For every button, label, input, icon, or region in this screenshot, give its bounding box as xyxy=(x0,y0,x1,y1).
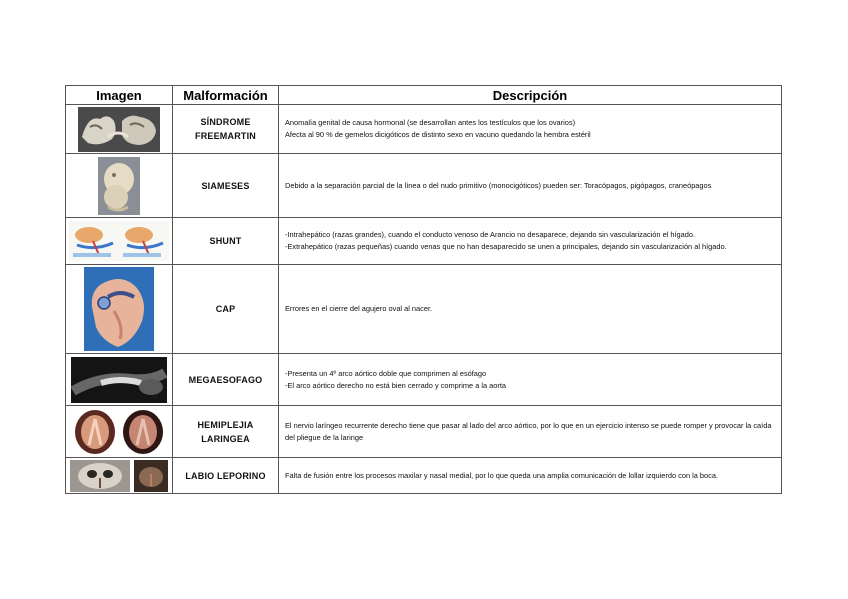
malformation-name-line: SÍNDROME xyxy=(200,117,251,127)
description-line: -Intrahepático (razas grandes), cuando el conducto venoso de Arancio no desaparece, dejando sin vascularización el hígado. xyxy=(285,230,696,239)
image-cell xyxy=(66,354,173,406)
conjoined-fetus-photo-icon xyxy=(98,157,140,215)
description-cell xyxy=(279,105,782,154)
malformation-name xyxy=(173,154,279,218)
malformation-name-line: MEGAESOFAGO xyxy=(188,374,263,385)
malformation-name xyxy=(173,265,279,354)
description-cell xyxy=(279,406,782,458)
image-cell xyxy=(66,406,173,458)
description-line: El nervio laríngeo recurrente derecho tiene que pasar al lado del arco aórtico, por lo que en un ejercicio intenso se puede romper y provocar la caída del pliegue de la laringe xyxy=(285,420,772,442)
description-cell xyxy=(279,458,782,494)
description-line: -Presenta un 4º arco aórtico doble que comprimen al esófago xyxy=(285,368,487,378)
image-cell xyxy=(66,154,173,218)
malformation-name xyxy=(173,218,279,265)
table-row xyxy=(66,265,782,354)
cleft-lip-photo-icon xyxy=(70,460,168,492)
description-line: Anomalía genital de causa hormonal (se desarrollan antes los testículos que los ovarios) xyxy=(285,118,576,127)
malformation-name-line: CAP xyxy=(215,304,236,314)
table-row xyxy=(66,154,782,218)
description-line: -El arco aórtico derecho no está bien cerrado y comprime a la aorta xyxy=(285,380,507,390)
image-cell xyxy=(66,105,173,154)
description-line: Debido a la separación parcial de la línea o del nudo primitivo (monocigóticos) pueden ser: Toracópagos, pigópagos, craneópagos xyxy=(285,180,712,190)
larynx-endoscopy-photo-icon xyxy=(71,409,167,455)
malformation-name xyxy=(173,406,279,458)
twin-fetuses-photo-icon xyxy=(78,107,160,152)
description-cell xyxy=(279,154,782,218)
image-cell xyxy=(66,218,173,265)
description-line: -Extrahepático (razas pequeñas) cuando venas que no han desaparecido se unen a principales, dejando sin vascularización al hígado. xyxy=(285,242,727,251)
table-header-row xyxy=(66,86,782,105)
image-cell xyxy=(66,458,173,494)
table-row xyxy=(66,406,782,458)
description-line: Afecta al 90 % de gemelos dicigóticos de distinto sexo en vacuno quedando la hembra estéril xyxy=(285,130,591,139)
table-row xyxy=(66,458,782,494)
malformation-name xyxy=(173,105,279,154)
description-cell xyxy=(279,265,782,354)
description-line: Errores en el cierre del agujero oval al nacer. xyxy=(285,304,433,313)
description-line: Falta de fusión entre los procesos maxilar y nasal medial, por lo que queda una amplia comunicación de lollar izquierdo con la boca. xyxy=(285,470,719,480)
malformations-table xyxy=(65,85,782,494)
malformation-name-line: SHUNT xyxy=(209,236,242,246)
malformation-name-line: HEMIPLEJIA xyxy=(197,419,254,430)
portosystemic-shunt-diagram-icon xyxy=(69,221,169,261)
table-row xyxy=(66,105,782,154)
table-row xyxy=(66,354,782,406)
description-cell xyxy=(279,218,782,265)
malformation-name-line: SIAMESES xyxy=(201,180,250,191)
header-malformation: Malformación xyxy=(173,86,279,105)
malformation-name xyxy=(173,458,279,494)
malformation-name-line: LARINGEA xyxy=(201,433,250,444)
image-cell xyxy=(66,265,173,354)
description-cell xyxy=(279,354,782,406)
malformation-name-line: LABIO LEPORINO xyxy=(185,470,266,481)
malformation-name-line: FREEMARTIN xyxy=(195,131,256,141)
header-image: Imagen xyxy=(66,86,173,105)
esophagus-xray-icon xyxy=(71,357,167,403)
header-description: Descripción xyxy=(279,86,782,105)
malformation-name xyxy=(173,354,279,406)
table-row xyxy=(66,218,782,265)
heart-illustration-icon xyxy=(84,267,154,351)
